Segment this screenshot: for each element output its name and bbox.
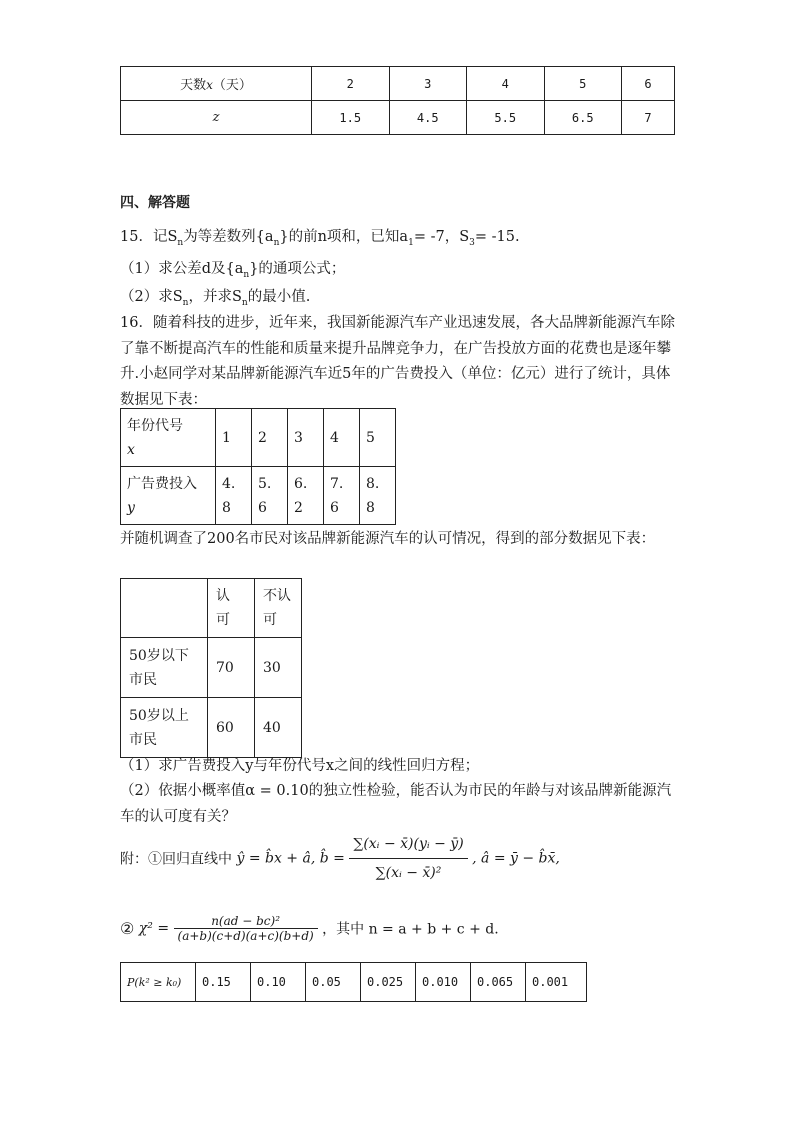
q15-part2-text: ，并求S: [188, 289, 242, 305]
cell-line: 6.: [294, 475, 308, 492]
row-line: 市民: [129, 671, 157, 688]
chi-label: ②: [120, 919, 135, 938]
cell-line: 8.: [366, 475, 380, 492]
survey-table: [120, 578, 302, 758]
table-cell: 4.5: [389, 101, 467, 135]
q15-part2-text: （2）求S: [120, 289, 183, 305]
row-label: 年份代号: [127, 417, 183, 434]
table-row: [121, 963, 587, 1002]
table-cell: 6: [622, 67, 675, 101]
q15-text: }的前n项和，已知a: [279, 229, 409, 245]
q15-text: = -15.: [474, 229, 520, 245]
header-line: 不认: [263, 588, 291, 604]
q15-text: 为等差数列{a: [183, 229, 274, 245]
row-line: 50岁以上: [129, 707, 189, 724]
table-cell: 70: [208, 638, 255, 698]
cell-line: 8: [366, 499, 375, 516]
table-row: [121, 698, 302, 758]
q15-text: = -7，S: [413, 229, 470, 245]
table-header-cell: z: [121, 101, 312, 135]
table-header-cell: [121, 67, 312, 101]
table-cell: 5.5: [467, 101, 545, 135]
cell-line: 8: [222, 499, 231, 516]
table-cell: 0.05: [306, 963, 361, 1002]
table-cell: 1.5: [312, 101, 390, 135]
table-cell: [252, 467, 288, 525]
header-line: 认: [216, 588, 230, 604]
table-row: [121, 638, 302, 698]
table-cell: 7: [622, 101, 675, 135]
intercept-formula: , â = ȳ − b̂x̄,: [472, 850, 560, 867]
row-line: 市民: [129, 731, 157, 748]
table-cell: 5: [360, 409, 396, 467]
slope-denominator: ∑(xᵢ − x̄)²: [375, 865, 442, 881]
slope-fraction: [349, 836, 467, 881]
table-cell: 30: [255, 638, 302, 698]
table-header-cell: [121, 638, 208, 698]
row-var: y: [127, 499, 135, 516]
appendix-label: 附：①回归直线中: [120, 851, 232, 868]
survey-text: 并随机调查了200名市民对该品牌新能源汽车的认可情况，得到的部分数据见下表：: [120, 531, 656, 547]
table-cell: [360, 467, 396, 525]
table-header-cell: [255, 579, 302, 638]
header-unit: （天）: [212, 78, 252, 93]
cell-line: 6: [330, 499, 339, 516]
days-z-table: [120, 66, 675, 135]
chi-lhs: χ² =: [138, 920, 170, 937]
table-cell: 40: [255, 698, 302, 758]
row-line: 50岁以下: [129, 647, 189, 664]
table-cell: 0.065: [471, 963, 526, 1002]
row-label: [127, 472, 199, 520]
header-line: 可: [216, 612, 230, 628]
q15-stem: 15．记$S_n$为等差数列$\{a_n\}$的前n项和，已知$a_1= -7$，$S_3= -15$.: [120, 229, 520, 248]
table-cell: 0.025: [361, 963, 416, 1002]
q15-part1-text: }的通项公式；: [249, 261, 346, 277]
table-row: [121, 409, 396, 467]
cell-line: 2: [294, 499, 303, 516]
table-header-cell: [121, 467, 216, 525]
header-line: 可: [263, 612, 277, 628]
cell-line: 6: [258, 499, 267, 516]
q15-part2: （2）求$S_n$，并求$S_n$的最小值.: [120, 289, 311, 308]
table-row: [121, 579, 302, 638]
table-cell: 2: [252, 409, 288, 467]
header-var: x: [206, 78, 213, 92]
q15-part1: （1）求公差d及$\{a_n\}$的通项公式；: [120, 261, 346, 280]
ad-spend-table: [120, 408, 396, 525]
table-cell: 3: [288, 409, 324, 467]
section-title: 四、解答题: [120, 195, 190, 211]
table-row: [121, 101, 675, 135]
table-cell: 4: [467, 67, 545, 101]
table-cell: 0.001: [526, 963, 587, 1002]
cell-line: 5.: [258, 475, 272, 492]
table-cell: [121, 579, 208, 638]
chi-fraction: [174, 914, 318, 943]
table-cell: 6.5: [544, 101, 622, 135]
table-cell: [216, 467, 252, 525]
q16-intro: 16．随着科技的进步，近年来，我国新能源汽车产业迅速发展，各大品牌新能源汽车除了靠不断提高汽车的性能和质量来提升品牌竞争力，在广告投放方面的花费也是逐年攀升.小赵同学对某品牌新能源汽车近5年的广告费投入（单位：亿元）进行了统计，具体数据见下表：: [120, 315, 675, 408]
table-header-cell: [121, 698, 208, 758]
table-header-cell: [121, 409, 216, 467]
chi-numerator: n(ad − bc)²: [174, 914, 318, 929]
table-cell: [288, 467, 324, 525]
table-header-cell: [208, 579, 255, 638]
q15-part2-text: 的最小值.: [247, 289, 311, 305]
chi-denominator: (a+b)(c+d)(a+c)(b+d): [177, 929, 314, 943]
cell-line: 4.: [222, 475, 236, 492]
slope-numerator: ∑(xᵢ − x̄)(yᵢ − ȳ): [349, 836, 467, 859]
table-cell: 1: [216, 409, 252, 467]
table-cell: 3: [389, 67, 467, 101]
table-cell: 0.010: [416, 963, 471, 1002]
q16-part2: （2）依据小概率值α = 0.10的独立性检验，能否认为市民的年龄与对该品牌新能源汽车的认可度有关？: [120, 783, 672, 825]
critical-value-table: [120, 962, 587, 1002]
table-cell: [324, 467, 360, 525]
q15-text: 15．记S: [120, 229, 178, 245]
table-cell: 0.10: [251, 963, 306, 1002]
regression-eq: ŷ = b̂x + â, b̂ =: [236, 850, 345, 867]
regression-formula: [120, 836, 560, 881]
q16-part1: （1）求广告费投入y与年份代号x之间的线性回归方程；: [120, 758, 480, 774]
q15-sub: n: [177, 237, 184, 248]
chi-square-formula: [120, 914, 499, 943]
cell-line: 7.: [330, 475, 344, 492]
table-header-cell: P(k² ≥ k₀): [121, 963, 196, 1002]
table-row: [121, 467, 396, 525]
chi-where: ，其中 n = a + b + c + d.: [322, 921, 499, 938]
table-cell: 4: [324, 409, 360, 467]
table-cell: 2: [312, 67, 390, 101]
table-cell: 5: [544, 67, 622, 101]
table-cell: 0.15: [196, 963, 251, 1002]
table-cell: 60: [208, 698, 255, 758]
row-label-text: 广告费投入: [127, 475, 197, 492]
q15-part1-text: （1）求公差d及{a: [120, 261, 244, 277]
header-label: 天数: [180, 78, 207, 93]
row-var: x: [127, 441, 135, 458]
table-row: [121, 67, 675, 101]
